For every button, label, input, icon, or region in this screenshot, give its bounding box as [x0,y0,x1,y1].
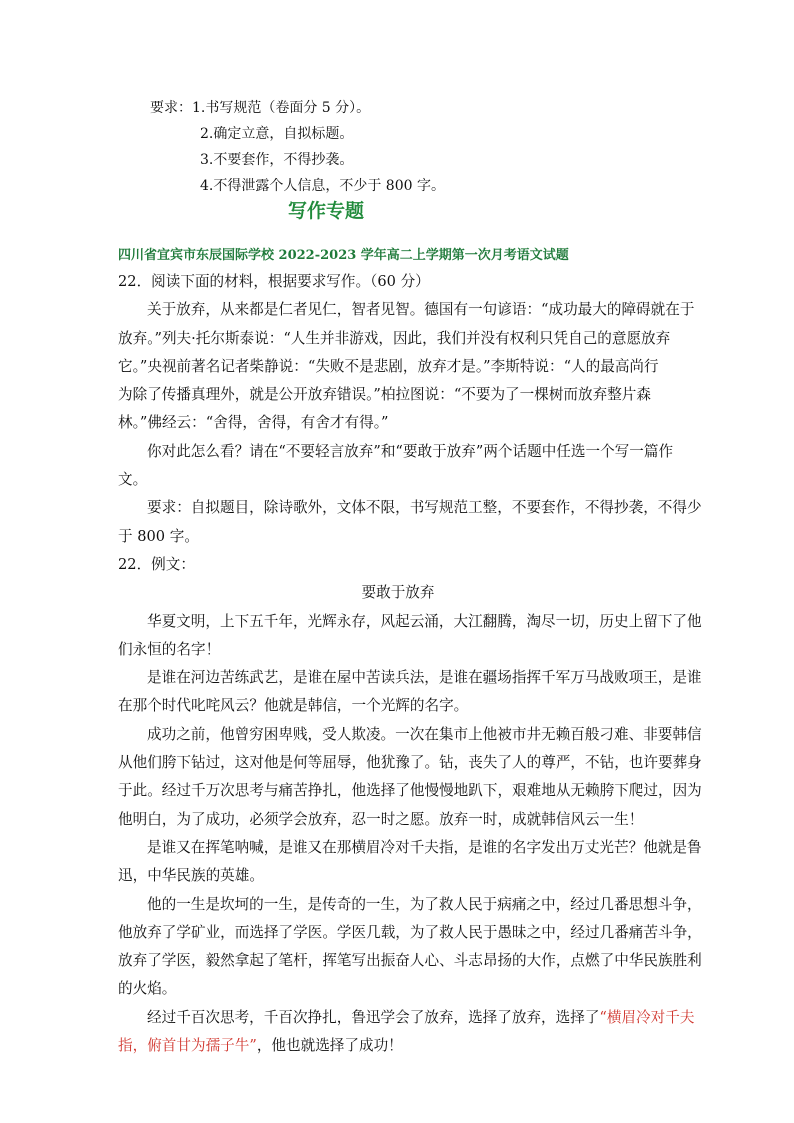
essay-line: 们永恒的名字！ [118,640,221,658]
essay-line: 是谁在河边苦练武艺，是谁在屋中苦读兵法，是谁在疆场指挥千军万马战败项王，是谁 [147,669,702,687]
material-line: 林。”佛经云：“舍得，舍得，有舍才有得。” [118,414,389,432]
essay-line: 在那个时代叱咤风云？他就是韩信，一个光辉的名字。 [118,697,469,715]
requirements-heading: 要求：1.书写规范（卷面分 5 分）。 [150,100,371,116]
section-title: 写作专题 [288,200,365,222]
material-line: 为除了传播真理外，就是公开放弃错误。”柏拉图说：“不要为了一棵树而放弃整片森 [118,386,651,404]
requirement-item: 3.不要套作，不得抄袭。 [200,152,354,168]
material-line: 放弃。”列夫·托尔斯泰说：“人生并非游戏，因此，我们并没有权利只凭自己的意愿放弃 [118,329,671,347]
quote-highlight: 指，俯首甘为孺子牛” [118,1037,257,1055]
material-line: 关于放弃，从来都是仁者见仁，智者见智。德国有一句谚语：“成功最大的障碍就在于 [147,301,695,319]
essay-text: 经过千百次思考，千百次挣扎，鲁迅学会了放弃，选择了放弃，选择了 [147,1008,600,1026]
requirement-line: 要求：自拟题目，除诗歌外，文体不限，书写规范工整，不要套作，不得抄袭，不得少 [147,499,702,517]
essay-line: 从他们胯下钻过，这对他是何等屈辱，他犹豫了。钻，丧失了人的尊严，不钻，也许要葬身 [118,754,702,772]
requirement-line: 于 800 字。 [118,527,199,545]
material-line: 它。”央视前著名记者柴静说：“失败不是悲剧，放弃才是。”李斯特说：“人的最高尚行 [118,357,659,375]
prompt-line: 你对此怎么看？请在“不要轻言放弃”和“要敢于放弃”两个话题中任选一个写一篇作 [147,442,674,460]
essay-line: 的火焰。 [118,980,177,998]
essay-text: ，他也就选择了成功！ [256,1037,403,1055]
requirement-item: 2.确定立意，自拟标题。 [200,126,354,142]
source-line: 四川省宜宾市东辰国际学校 2022-2023 学年高二上学期第一次月考语文试题 [118,248,569,263]
essay-line [118,1032,678,1060]
prompt-line: 文。 [118,471,148,489]
essay-line [118,1004,695,1032]
essay-line: 是谁又在挥笔呐喊，是谁又在那横眉冷对千夫指，是谁的名字发出万丈光芒？他就是鲁 [147,838,702,856]
essay-line: 他的一生是坎坷的一生，是传奇的一生，为了救人民于病痛之中，经过几番思想斗争， [147,895,702,913]
essay-line: 于此。经过千万次思考与痛苦挣扎，他选择了他慢慢地趴下，艰难地从无赖胯下爬过，因为 [118,782,702,800]
essay-line: 成功之前，他曾穷困卑贱，受人欺凌。一次在集市上他被市井无赖百般刁难、非要韩信 [147,725,702,743]
question-block [118,268,702,1060]
requirement-item: 4.不得泄露个人信息，不少于 800 字。 [200,178,445,194]
answer-label: 22．例文： [118,555,195,573]
essay-line: 华夏文明，上下五千年，光辉永存，风起云涌，大江翻腾，淘尽一切，历史上留下了他 [147,612,702,630]
question-number: 22．阅读下面的材料，根据要求写作。（60 分） [118,273,430,290]
quote-highlight: “横眉冷对千夫 [599,1008,695,1026]
essay-title: 要敢于放弃 [361,584,435,602]
essay-line: 迅，中华民族的英雄。 [118,867,264,885]
essay-line: 他放弃了学矿业，而选择了学医。学医几载，为了救人民于愚昧之中，经过几番痛苦斗争， [118,923,702,941]
essay-line: 他明白，为了成功，必须学会放弃，忍一时之愿。放弃一时，成就韩信风云一生！ [118,810,644,828]
essay-line: 放弃了学医，毅然拿起了笔杆，挥笔写出振奋人心、斗志昂扬的大作，点燃了中华民族胜利 [118,952,702,970]
